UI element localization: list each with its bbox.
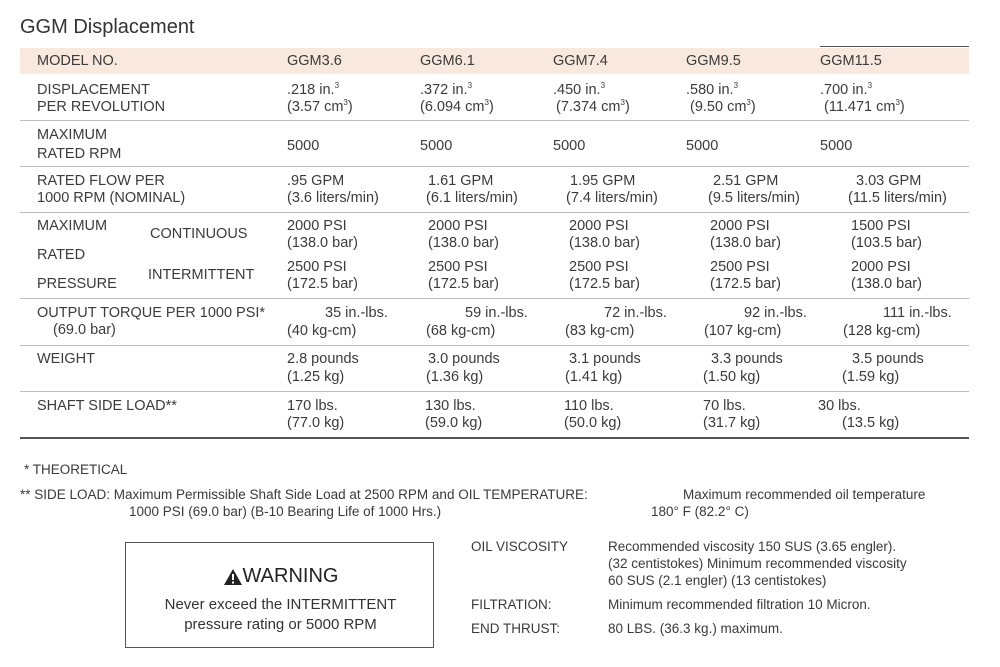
continuous-psi: 2000 PSI [287,218,347,234]
warning-triangle-icon [223,568,243,586]
weight-kg: (1.59 kg) [842,369,900,385]
filtration-label: FILTRATION: [471,597,552,612]
displacement-cm3: (6.094 $cm^3$) [420,98,494,115]
weight-kg: (1.25 kg) [287,369,345,385]
viscosity-label: OIL VISCOSITY [471,539,569,554]
torque-kgcm: (83 kg-cm) [565,323,635,339]
displacement-in3: .450 in.$^3$ [553,81,606,98]
weight-kg: (1.41 kg) [565,369,623,385]
theoretical-note: * THEORETICAL [24,462,128,477]
continuous-label: CONTINUOUS [150,226,248,242]
warning-box [125,542,434,648]
continuous-bar: (138.0 bar) [428,235,499,251]
torque-lbs: 92 in.-lbs. [744,305,807,321]
intermittent-bar: (138.0 bar) [851,276,922,292]
torque-lbs: 72 in.-lbs. [604,305,667,321]
rpm-value: 5000 [420,138,453,154]
displacement-label: DISPLACEMENT [37,82,150,98]
displacement-in3: .218 in.$^3$ [287,81,340,98]
weight-lb: 3.1 pounds [569,351,641,367]
shaft-kg: (13.5 kg) [842,415,900,431]
viscosity-value: 60 SUS (2.1 engler) (13 centistokes) [608,573,827,588]
displacement-cm3: (3.57 $cm^3$) [287,98,353,115]
model-header: GGM9.5 [686,53,741,69]
weight-kg: (1.50 kg) [703,369,761,385]
intermittent-label: INTERMITTENT [148,267,255,283]
flow-gpm: 3.03 GPM [856,173,922,189]
row-divider [20,166,969,167]
side-load-note: 1000 PSI (69.0 bar) (B-10 Bearing Life of 1000 Hrs.) [129,504,442,519]
torque-lbs: 59 in.-lbs. [465,305,528,321]
flow-lpm: (9.5 liters/min) [708,190,800,206]
rpm-label: RATED RPM [37,146,122,162]
warning-text: pressure rating or 5000 RPM [184,616,377,633]
page-title: GGM Displacement [20,16,195,38]
intermittent-psi: 2500 PSI [710,259,770,275]
displacement-cm3: (11.471 $cm^3$) [824,98,905,115]
intermittent-bar: (172.5 bar) [710,276,781,292]
torque-lbs: 35 in.-lbs. [325,305,388,321]
flow-lpm: (3.6 liters/min) [287,190,379,206]
displacement-label: PER REVOLUTION [37,99,166,115]
oil-temp-note: 180° F (82.2° C) [651,504,749,519]
rpm-value: 5000 [553,138,586,154]
model-header: GGM7.4 [553,53,608,69]
weight-lb: 3.3 pounds [711,351,783,367]
torque-kgcm: (128 kg-cm) [843,323,921,339]
rpm-label: MAXIMUM [37,127,108,143]
pressure-label: MAXIMUM [37,218,108,234]
header-top-rule [820,46,969,47]
flow-label: 1000 RPM (NOMINAL) [37,190,186,206]
rpm-value: 5000 [287,138,320,154]
torque-label: (69.0 bar) [53,322,116,338]
row-divider [20,120,969,121]
warning-text: Never exceed the INTERMITTENT [164,596,397,613]
intermittent-bar: (172.5 bar) [569,276,640,292]
displacement-in3: .700 in.$^3$ [820,81,873,98]
flow-lpm: (6.1 liters/min) [426,190,518,206]
shaft-lbs: 110 lbs. [564,398,614,414]
rpm-value: 5000 [686,138,719,154]
row-divider [20,212,969,213]
pressure-label: RATED [37,247,86,263]
continuous-psi: 1500 PSI [851,218,911,234]
displacement-cm3: (7.374 $cm^3$) [556,98,630,115]
continuous-psi: 2000 PSI [710,218,770,234]
row-divider [20,345,969,346]
viscosity-value: Recommended viscosity 150 SUS (3.65 engler). [608,539,897,554]
intermittent-psi: 2500 PSI [287,259,347,275]
rpm-value: 5000 [820,138,853,154]
continuous-bar: (138.0 bar) [287,235,358,251]
weight-lb: 3.5 pounds [852,351,924,367]
continuous-psi: 2000 PSI [428,218,488,234]
end-thrust-label: END THRUST: [471,621,561,636]
torque-kgcm: (40 kg-cm) [287,323,357,339]
table-bottom-rule [20,437,969,439]
shaft-kg: (77.0 kg) [287,415,345,431]
model-header: GGM3.6 [287,53,342,69]
shaft-kg: (31.7 kg) [703,415,761,431]
intermittent-bar: (172.5 bar) [428,276,499,292]
weight-lb: 3.0 pounds [428,351,500,367]
shaft-lbs: 30 lbs. [818,398,861,414]
torque-lbs: 111 in.-lbs. [883,305,952,321]
model-no-label: MODEL NO. [37,53,118,69]
displacement-in3: .580 in.$^3$ [686,81,739,98]
end-thrust-value: 80 LBS. (36.3 kg.) maximum. [608,621,783,636]
torque-label: OUTPUT TORQUE PER 1000 PSI* [37,305,266,321]
intermittent-psi: 2000 PSI [851,259,911,275]
shaft-lbs: 130 lbs. [425,398,476,414]
torque-kgcm: (68 kg-cm) [426,323,496,339]
flow-gpm: .95 GPM [287,173,345,189]
side-load-note: ** SIDE LOAD: Maximum Permissible Shaft Side Load at 2500 RPM and OIL TEMPERATURE: [20,487,588,502]
row-divider [20,298,969,299]
displacement-cm3: (9.50 $cm^3$) [690,98,756,115]
flow-gpm: 2.51 GPM [713,173,779,189]
continuous-bar: (138.0 bar) [710,235,781,251]
flow-gpm: 1.61 GPM [428,173,494,189]
filtration-value: Minimum recommended filtration 10 Micron. [608,597,871,612]
flow-label: RATED FLOW PER [37,173,165,189]
row-divider [20,391,969,392]
pressure-label: PRESSURE [37,276,117,292]
shaft-lbs: 170 lbs. [287,398,338,414]
warning-title: WARNING [126,565,435,588]
model-header: GGM6.1 [420,53,475,69]
shaft-lbs: 70 lbs. [703,398,746,414]
intermittent-psi: 2500 PSI [428,259,488,275]
continuous-bar: (138.0 bar) [569,235,640,251]
shaft-kg: (59.0 kg) [425,415,483,431]
shaft-kg: (50.0 kg) [564,415,622,431]
oil-temp-note: Maximum recommended oil temperature [683,487,926,502]
intermittent-psi: 2500 PSI [569,259,629,275]
torque-kgcm: (107 kg-cm) [704,323,782,339]
continuous-psi: 2000 PSI [569,218,629,234]
shaft-label: SHAFT SIDE LOAD** [37,398,177,414]
weight-label: WEIGHT [37,351,95,367]
flow-gpm: 1.95 GPM [570,173,636,189]
weight-kg: (1.36 kg) [426,369,484,385]
flow-lpm: (11.5 liters/min) [848,190,947,206]
continuous-bar: (103.5 bar) [851,235,922,251]
model-header: GGM11.5 [820,53,882,69]
viscosity-value: (32 centistokes) Minimum recommended viscosity [608,556,907,571]
displacement-in3: .372 in.$^3$ [420,81,473,98]
flow-lpm: (7.4 liters/min) [566,190,658,206]
intermittent-bar: (172.5 bar) [287,276,358,292]
weight-lb: 2.8 pounds [287,351,359,367]
